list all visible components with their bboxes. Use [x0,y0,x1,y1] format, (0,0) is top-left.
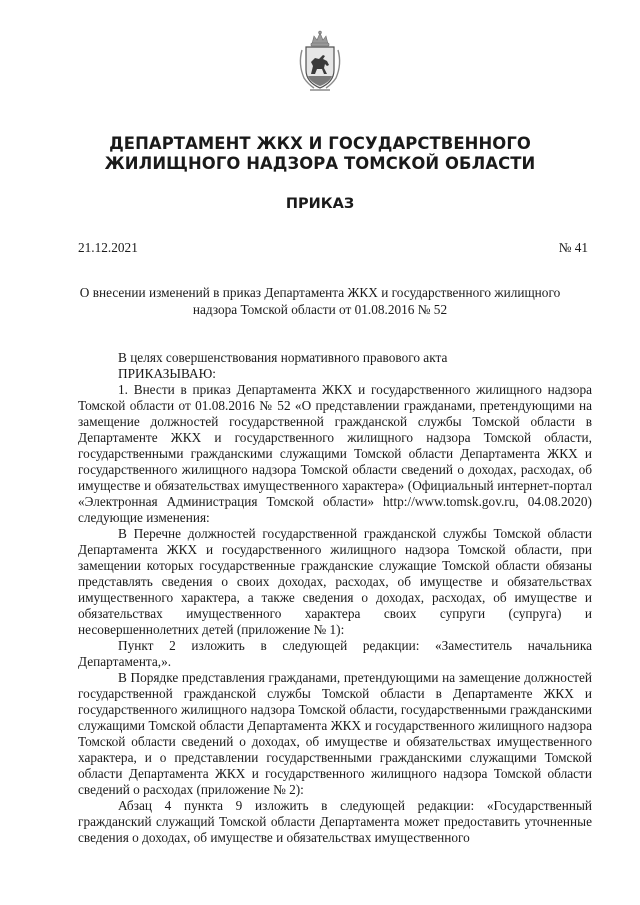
document-number: № 41 [558,240,588,255]
document-body [78,350,592,846]
paragraph-3: Пункт 2 изложить в следующей редакции: «Заместитель начальника Департамента,». [78,638,592,669]
document-type: ПРИКАЗ [285,196,355,212]
order-word: ПРИКАЗЫВАЮ: [118,366,216,381]
document-date: 21.12.2021 [78,240,138,255]
department-title: ДЕПАРТАМЕНТ ЖКХ И ГОСУДАРСТВЕННОГО ЖИЛИЩНОГО НАДЗОРА ТОМСКОЙ ОБЛАСТИ [104,134,536,173]
preamble: В целях совершенствования нормативного правового акта [118,350,448,365]
paragraph-2: В Перечне должностей государственной гражданской службы Томской области Департамента ЖКХ и государственного жилищного надзора Томской области, при замещении которых государственные гражданские служащие Томской области обязаны представлять сведения о своих доходах, расходах, об имуществе и обязательствах имущественного характера, а также сведения о доходах, расходах, об имуществе и обязательствах имущественного характера своих супруги (супруга) и несовершеннолетних детей (приложение № 1): [78,526,592,637]
document-subject: О внесении изменений в приказ Департамента ЖКХ и государственного жилищного надзора Томской области от 01.08.2016 № 52 [79,285,561,317]
paragraph-1: 1. Внести в приказ Департамента ЖКХ и государственного жилищного надзора Томской области от 01.08.2016 № 52 «О представлении гражданами, претендующими на замещение должностей государственной гражданской службы Томской области в Департаменте ЖКХ и государственного жилищного надзора Томской области, государственными гражданскими служащими Томской области Департамента ЖКХ и государственного жилищного надзора Томской области сведений о доходах, расходах, об имуществе и обязательствах имущественного характера» (Официальный интернет-портал «Электронная Администрация Томской области» http://www.tomsk.gov.ru, 04.08.2020) следующие изменения: [78,382,592,525]
paragraph-5: Абзац 4 пункта 9 изложить в следующей редакции: «Государственный гражданский служащий Томской области Департамента может предоставить уточненные сведения о доходах, об имуществе и обязательствах имущественного [78,798,592,845]
paragraph-4: В Порядке представления гражданами, претендующими на замещение должностей государственной гражданской службы Томской области в Департаменте ЖКХ и государственного жилищного надзора Томской области, государственными гражданскими служащими Томской области Департамента ЖКХ и государственного жилищного надзора Томской области сведений о доходах, об имуществе и обязательствах имущественного характера, и о представлении государственными гражданскими служащими Томской области Департамента ЖКХ и государственного жилищного надзора Томской области сведений о расходах (приложение № 2): [78,670,592,797]
tomsk-region-coat-of-arms-icon [296,30,344,94]
